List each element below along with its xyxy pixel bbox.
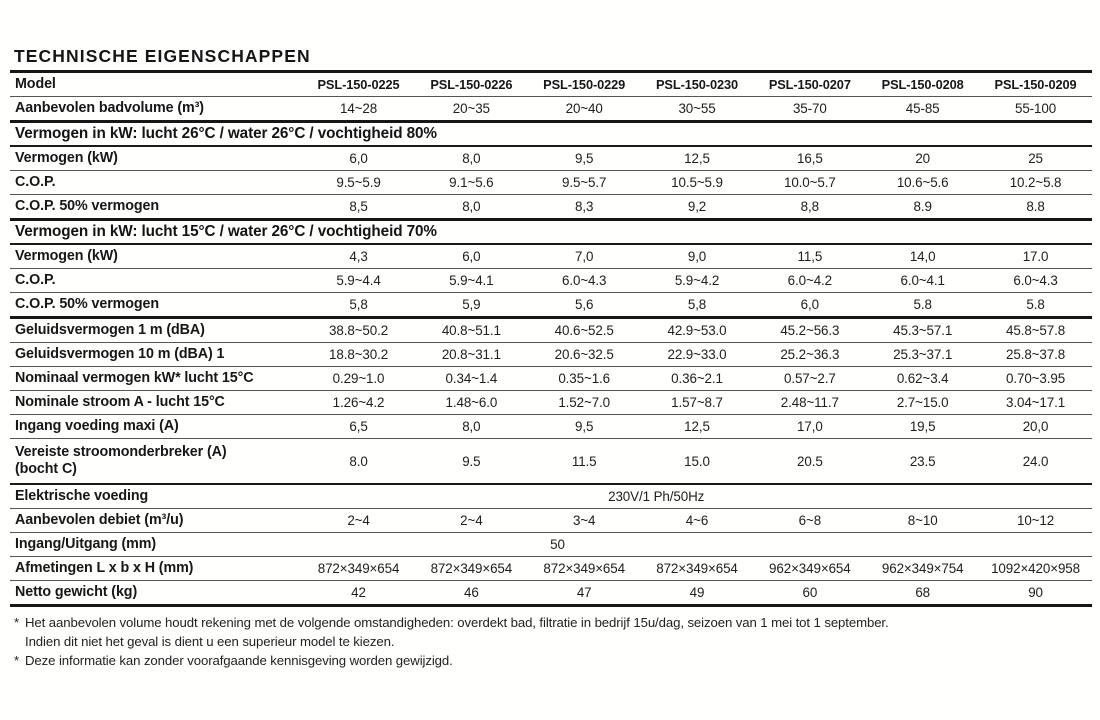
footnote-marker (14, 632, 25, 651)
cell-value: 2.48~11.7 (753, 391, 866, 415)
row-ingang-uitgang (10, 533, 1092, 557)
cell-value: 6.0~4.3 (979, 269, 1092, 293)
cell-value: 4,3 (302, 244, 415, 269)
cell-value: 25.2~36.3 (753, 343, 866, 367)
cell-value: 9,5 (528, 146, 641, 171)
cell-value: 8,5 (302, 195, 415, 220)
cell-value: 16,5 (753, 146, 866, 171)
footnote-marker: * (14, 615, 20, 630)
row-label: Vermogen (kW) (10, 146, 302, 171)
cell-value: 47 (528, 581, 641, 606)
row-aanbevolen-debiet (10, 509, 1092, 533)
cell-value: 22.9~33.0 (641, 343, 754, 367)
cell-value: 8.9 (866, 195, 979, 220)
row-netto-gewicht (10, 581, 1092, 606)
footnote-text: Het aanbevolen volume houdt rekening met de volgende omstandigheden: overdekt bad, filtratie in bedrijf 15u/dag, seizoen van 1 mei tot 1 september. (25, 615, 889, 630)
row-label: Aanbevolen badvolume (m³) (10, 97, 302, 122)
cell-value: 8,3 (528, 195, 641, 220)
cell-value: 4~6 (641, 509, 754, 533)
cell-value: 14,0 (866, 244, 979, 269)
section-header-label: Vermogen in kW: lucht 15°C / water 26°C / vochtigheid 70% (10, 220, 1092, 245)
row-label: C.O.P. 50% vermogen (10, 293, 302, 318)
cell-value: 23.5 (866, 439, 979, 485)
cell-value: 25.8~37.8 (979, 343, 1092, 367)
cell-value: 8.0 (302, 439, 415, 485)
row-label: Geluidsvermogen 1 m (dBA) (10, 318, 302, 343)
cell-value: 14~28 (302, 97, 415, 122)
cell-value: 2~4 (302, 509, 415, 533)
cell-value: 6,0 (302, 146, 415, 171)
cell-value: 17,0 (753, 415, 866, 439)
cell-value: 20.8~31.1 (415, 343, 528, 367)
merged-value: 230V/1 Ph/50Hz (302, 484, 1092, 509)
cell-value: 0.70~3.95 (979, 367, 1092, 391)
row-model (10, 72, 1092, 97)
cell-value: PSL-150-0207 (753, 72, 866, 97)
cell-value: 872×349×654 (415, 557, 528, 581)
cell-value: 20~40 (528, 97, 641, 122)
cell-value: 60 (753, 581, 866, 606)
cell-value: 5.9~4.1 (415, 269, 528, 293)
row-label: Elektrische voeding (10, 484, 302, 509)
cell-value: 1.26~4.2 (302, 391, 415, 415)
cell-value: 8~10 (866, 509, 979, 533)
cell-value: 19,5 (866, 415, 979, 439)
cell-value: 42 (302, 581, 415, 606)
cell-value: 5,6 (528, 293, 641, 318)
cell-value: 20~35 (415, 97, 528, 122)
cell-value: 9,0 (641, 244, 754, 269)
cell-value: 11,5 (753, 244, 866, 269)
cell-value: 20.6~32.5 (528, 343, 641, 367)
cell-value: 6~8 (753, 509, 866, 533)
cell-value: 9,2 (641, 195, 754, 220)
row-ingang-voeding-maxi (10, 415, 1092, 439)
cell-value: 3~4 (528, 509, 641, 533)
row-label: C.O.P. 50% vermogen (10, 195, 302, 220)
cell-value: PSL-150-0208 (866, 72, 979, 97)
row-label: Vermogen (kW) (10, 244, 302, 269)
cell-value: 962×349×754 (866, 557, 979, 581)
footnote-marker: * (14, 653, 20, 668)
cell-value: 872×349×654 (302, 557, 415, 581)
row-nominale-stroom (10, 391, 1092, 415)
cell-value: 5.8 (979, 293, 1092, 318)
row-label: Ingang voeding maxi (A) (10, 415, 302, 439)
row-label: Geluidsvermogen 10 m (dBA) 1 (10, 343, 302, 367)
cell-value: 6.0~4.2 (753, 269, 866, 293)
spec-table (10, 70, 1092, 607)
cell-value: 1.52~7.0 (528, 391, 641, 415)
cell-value: 10.2~5.8 (979, 171, 1092, 195)
cell-value: 9.5~5.7 (528, 171, 641, 195)
row-elektrische-voeding (10, 484, 1092, 509)
cell-value: 20.5 (753, 439, 866, 485)
cell-value: PSL-150-0225 (302, 72, 415, 97)
cell-value: 872×349×654 (528, 557, 641, 581)
cell-value: 15.0 (641, 439, 754, 485)
cell-value: 9.5~5.9 (302, 171, 415, 195)
row-sectie-vermogen-26 (10, 122, 1092, 147)
cell-value: 5.9~4.2 (641, 269, 754, 293)
cell-value: 5.9~4.4 (302, 269, 415, 293)
cell-value: 9.5 (415, 439, 528, 485)
cell-value: 9,5 (528, 415, 641, 439)
cell-value: 40.8~51.1 (415, 318, 528, 343)
row-label: C.O.P. (10, 171, 302, 195)
cell-value: 5.8 (866, 293, 979, 318)
cell-value: 9.1~5.6 (415, 171, 528, 195)
cell-value: 0.29~1.0 (302, 367, 415, 391)
row-sectie-vermogen-15 (10, 220, 1092, 245)
cell-value: 30~55 (641, 97, 754, 122)
row-label: Model (10, 72, 302, 97)
footnotes (14, 613, 1086, 670)
footnote-text: Indien dit niet het geval is dient u een superieur model te kiezen. (25, 634, 395, 649)
cell-value: 6.0~4.1 (866, 269, 979, 293)
cell-value: 40.6~52.5 (528, 318, 641, 343)
cell-value: 42.9~53.0 (641, 318, 754, 343)
cell-value: 6,0 (415, 244, 528, 269)
cell-value: 2.7~15.0 (866, 391, 979, 415)
cell-value: 0.62~3.4 (866, 367, 979, 391)
cell-value: 25.3~37.1 (866, 343, 979, 367)
cell-value: 10.0~5.7 (753, 171, 866, 195)
cell-value: 49 (641, 581, 754, 606)
cell-value: 1092×420×958 (979, 557, 1092, 581)
cell-value: 8,8 (753, 195, 866, 220)
cell-value: PSL-150-0229 (528, 72, 641, 97)
cell-value: 0.36~2.1 (641, 367, 754, 391)
cell-value: 8,0 (415, 146, 528, 171)
row-vermogen-kw-26 (10, 146, 1092, 171)
page-title: TECHNISCHE EIGENSCHAPPEN (14, 46, 311, 66)
cell-value: PSL-150-0226 (415, 72, 528, 97)
cell-value: 17.0 (979, 244, 1092, 269)
row-label: C.O.P. (10, 269, 302, 293)
footnote-line (14, 651, 1086, 670)
cell-value: 25 (979, 146, 1092, 171)
row-aanbevolen-badvolume (10, 97, 1092, 122)
row-label: Nominaal vermogen kW* lucht 15°C (10, 367, 302, 391)
cell-value: 45.8~57.8 (979, 318, 1092, 343)
row-afmetingen (10, 557, 1092, 581)
row-label: Netto gewicht (kg) (10, 581, 302, 606)
footnote-line (14, 613, 1086, 632)
cell-value: 1.57~8.7 (641, 391, 754, 415)
section-header-label: Vermogen in kW: lucht 26°C / water 26°C / vochtigheid 80% (10, 122, 1092, 147)
cell-value: 2~4 (415, 509, 528, 533)
cell-value: 20 (866, 146, 979, 171)
row-cop-50-26 (10, 195, 1092, 220)
cell-value: 0.57~2.7 (753, 367, 866, 391)
cell-value: 962×349×654 (753, 557, 866, 581)
cell-value: 872×349×654 (641, 557, 754, 581)
cell-value: 10.5~5.9 (641, 171, 754, 195)
cell-value: 18.8~30.2 (302, 343, 415, 367)
cell-value: 1.48~6.0 (415, 391, 528, 415)
cell-value: 68 (866, 581, 979, 606)
cell-value: 6,5 (302, 415, 415, 439)
spec-table-body (10, 72, 1092, 606)
row-geluidsvermogen-10m (10, 343, 1092, 367)
cell-value: 55-100 (979, 97, 1092, 122)
cell-value: 8,0 (415, 415, 528, 439)
cell-value: 5,8 (641, 293, 754, 318)
row-label: Afmetingen L x b x H (mm) (10, 557, 302, 581)
row-geluidsvermogen-1m (10, 318, 1092, 343)
cell-value: 24.0 (979, 439, 1092, 485)
row-cop-26 (10, 171, 1092, 195)
cell-value: 5,8 (302, 293, 415, 318)
cell-value: 38.8~50.2 (302, 318, 415, 343)
footnote-text: Deze informatie kan zonder voorafgaande kennisgeving worden gewijzigd. (25, 653, 453, 668)
cell-value: 10.6~5.6 (866, 171, 979, 195)
cell-value: 12,5 (641, 415, 754, 439)
merged-value: 50 (302, 533, 1092, 557)
cell-value: 8,0 (415, 195, 528, 220)
cell-value: 10~12 (979, 509, 1092, 533)
cell-value: PSL-150-0209 (979, 72, 1092, 97)
cell-value: 0.34~1.4 (415, 367, 528, 391)
cell-value: 5,9 (415, 293, 528, 318)
row-nominaal-vermogen (10, 367, 1092, 391)
cell-value: 12,5 (641, 146, 754, 171)
row-cop-15 (10, 269, 1092, 293)
cell-value: PSL-150-0230 (641, 72, 754, 97)
row-vereiste-stroomonderbreker (10, 439, 1092, 485)
row-vermogen-kw-15 (10, 244, 1092, 269)
row-label: Vereiste stroomonderbreker (A) (bocht C) (10, 439, 302, 485)
cell-value: 35-70 (753, 97, 866, 122)
cell-value: 46 (415, 581, 528, 606)
cell-value: 90 (979, 581, 1092, 606)
row-label: Nominale stroom A - lucht 15°C (10, 391, 302, 415)
cell-value: 0.35~1.6 (528, 367, 641, 391)
cell-value: 11.5 (528, 439, 641, 485)
cell-value: 45.3~57.1 (866, 318, 979, 343)
cell-value: 8.8 (979, 195, 1092, 220)
cell-value: 45.2~56.3 (753, 318, 866, 343)
row-label: Ingang/Uitgang (mm) (10, 533, 302, 557)
row-label: Aanbevolen debiet (m³/u) (10, 509, 302, 533)
cell-value: 3.04~17.1 (979, 391, 1092, 415)
cell-value: 7,0 (528, 244, 641, 269)
cell-value: 6,0 (753, 293, 866, 318)
cell-value: 20,0 (979, 415, 1092, 439)
cell-value: 6.0~4.3 (528, 269, 641, 293)
cell-value: 45-85 (866, 97, 979, 122)
row-cop-50-15 (10, 293, 1092, 318)
footnote-line (14, 632, 1086, 651)
